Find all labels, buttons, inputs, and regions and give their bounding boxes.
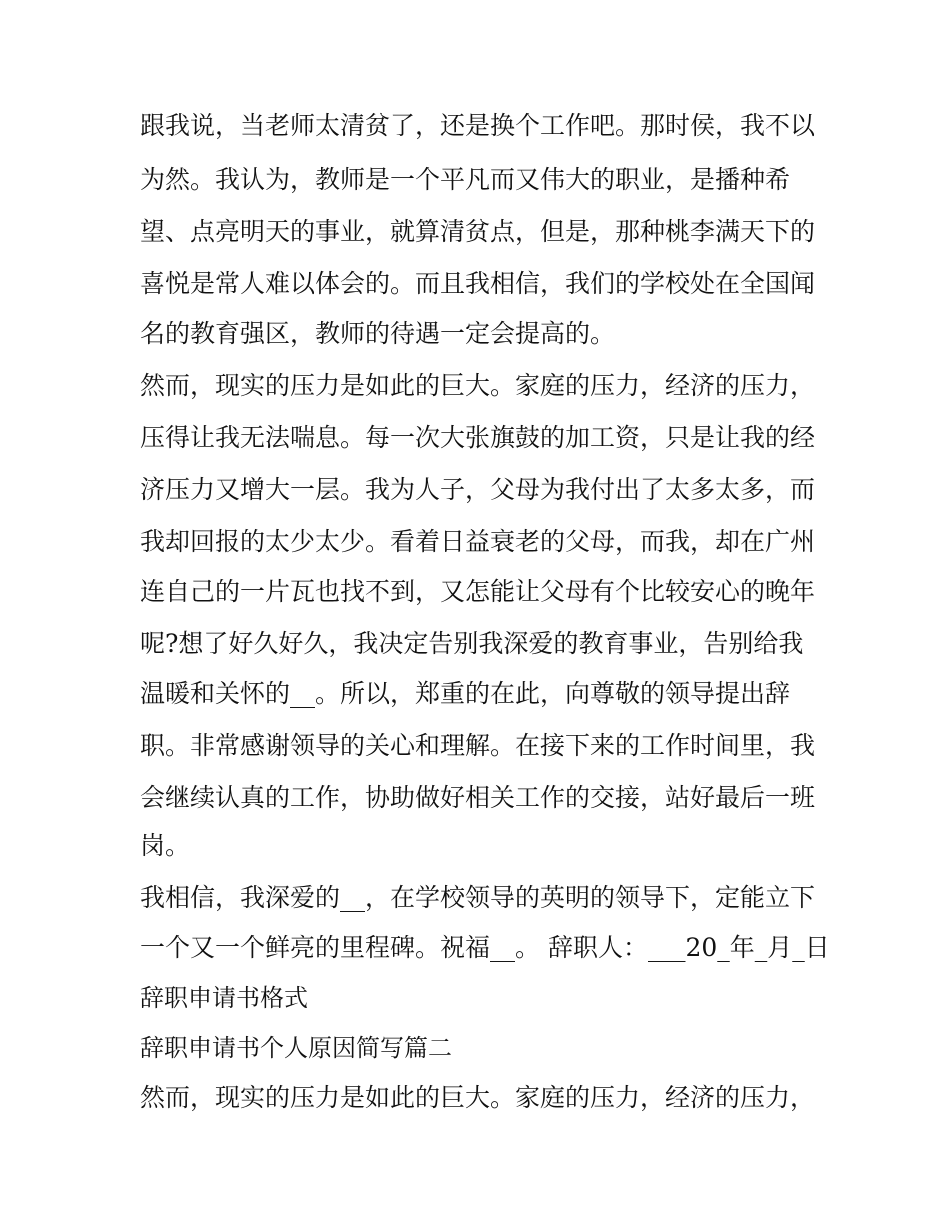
text-line: 职。非常感谢领导的关心和理解。在接下来的工作时间里，我 bbox=[140, 731, 816, 760]
text-line: 济压力又增大一层。我为人子，父母为我付出了太多太多，而 bbox=[140, 475, 816, 504]
text-line: 喜悦是常人难以体会的。而且我相信，我们的学校处在全国闻 bbox=[140, 269, 816, 298]
text-line: 跟我说，当老师太清贫了，还是换个工作吧。那时侯，我不以 bbox=[140, 111, 816, 140]
heading-section: 辞职申请书个人原因简写篇二 bbox=[140, 1034, 452, 1062]
text-line: 连自己的一片瓦也找不到，又怎能让父母有个比较安心的晚年 bbox=[140, 577, 816, 606]
text-line: 会继续认真的工作，协助做好相关工作的交接，站好最后一班 bbox=[140, 783, 816, 812]
text-line: 为然。我认为，教师是一个平凡而又伟大的职业，是播种希 bbox=[140, 165, 791, 194]
text-line: 然而，现实的压力是如此的巨大。家庭的压力，经济的压力， bbox=[140, 1083, 816, 1112]
text-line: 呢?想了好久好久，我决定告别我深爱的教育事业，告别给我 bbox=[140, 629, 804, 658]
text-line: 压得让我无法喘息。每一次大张旗鼓的加工资，只是让我的经 bbox=[140, 423, 816, 452]
text-line: 然而，现实的压力是如此的巨大。家庭的压力，经济的压力， bbox=[140, 371, 816, 400]
text-line: 望、点亮明天的事业，就算清贫点，但是，那种桃李满天下的 bbox=[140, 217, 816, 246]
heading-format: 辞职申请书格式 bbox=[140, 984, 308, 1012]
text-line: 我相信，我深爱的__，在学校领导的英明的领导下，定能立下 bbox=[140, 883, 816, 912]
text-line: 一个又一个鲜亮的里程碑。祝福__。 辞职人：___20_年_月_日 bbox=[140, 933, 830, 962]
text-line: 温暖和关怀的__。所以，郑重的在此，向尊敬的领导提出辞 bbox=[140, 679, 791, 708]
text-line: 名的教育强区，教师的待遇一定会提高的。 bbox=[140, 319, 616, 348]
text-line: 岗。 bbox=[140, 831, 191, 860]
text-line: 我却回报的太少太少。看着日益衰老的父母，而我，却在广州 bbox=[140, 527, 816, 556]
